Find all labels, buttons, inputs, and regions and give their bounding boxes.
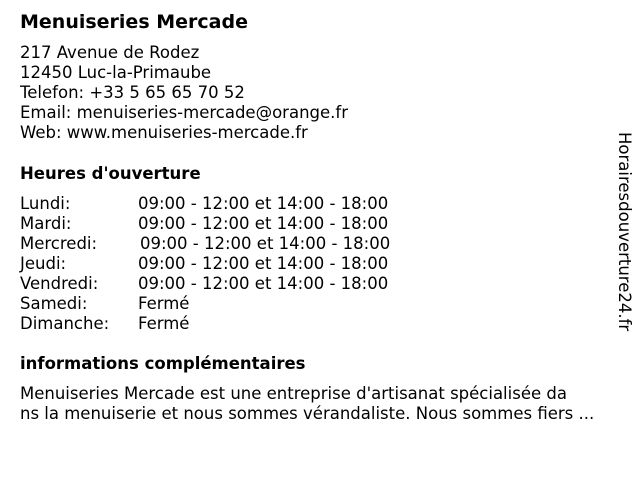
address-street: 217 Avenue de Rodez [20, 43, 200, 62]
phone-number: Telefon: +33 5 65 65 70 52 [20, 83, 245, 102]
hours-value: Fermé [138, 294, 190, 313]
hours-value: 09:00 - 12:00 et 14:00 - 18:00 [138, 194, 389, 213]
hours-value: 09:00 - 12:00 et 14:00 - 18:00 [138, 254, 389, 273]
contact-block [20, 43, 348, 143]
hours-value: 09:00 - 12:00 et 14:00 - 18:00 [138, 274, 389, 293]
description-line: Menuiseries Mercade est une entreprise d'artisanat spécialisée da [20, 384, 567, 403]
day-label: Lundi: [20, 194, 71, 213]
business-description [20, 384, 620, 424]
email-address: Email: menuiseries-mercade@orange.fr [20, 103, 348, 122]
hours-value: 09:00 - 12:00 et 14:00 - 18:00 [140, 234, 391, 253]
additional-info-heading: informations complémentaires [20, 354, 306, 373]
day-label: Mercredi: [20, 234, 98, 253]
day-label: Vendredi: [20, 274, 99, 293]
day-label: Dimanche: [20, 314, 110, 333]
website-address: Web: www.menuiseries-mercade.fr [20, 123, 308, 142]
day-label: Mardi: [20, 214, 72, 233]
site-watermark: Horairesdouverture24.fr [615, 132, 634, 332]
address-city: 12450 Luc-la-Primaube [20, 63, 212, 82]
business-name: Menuiseries Mercade [20, 11, 248, 33]
hours-value: 09:00 - 12:00 et 14:00 - 18:00 [138, 214, 389, 233]
description-line: ns la menuiserie et nous sommes vérandaliste. Nous sommes fiers ... [20, 404, 595, 423]
day-label: Jeudi: [20, 254, 67, 273]
hours-value: Fermé [138, 314, 190, 333]
opening-hours-heading: Heures d'ouverture [20, 164, 201, 183]
day-label: Samedi: [20, 294, 88, 313]
